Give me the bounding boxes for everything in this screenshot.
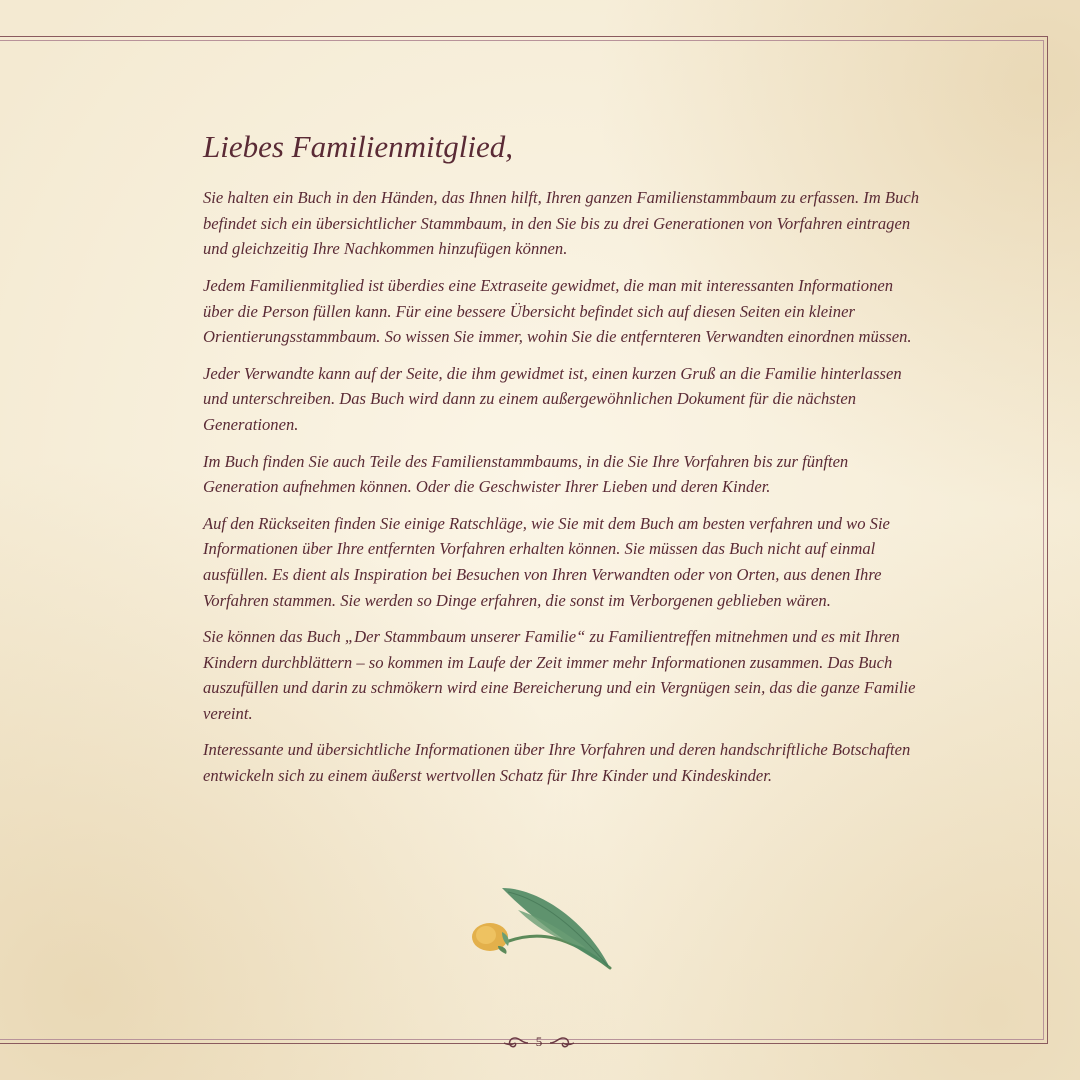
page-number: 5 [535,1034,543,1049]
swirl-ornament-icon [502,1036,530,1050]
footer-rule-right [578,1043,1048,1044]
flower-bud-icon [468,880,618,975]
letter-body [203,128,923,800]
letter-paragraph: Im Buch finden Sie auch Teile des Familienstammbaums, in die Sie Ihre Vorfahren bis zur fünften Generation aufnehmen können. Oder die Geschwister Ihrer Lieben und deren Kinder. [203,451,849,497]
footer-rule-left [0,1043,498,1044]
letter-paragraph: Sie können das Buch „Der Stammbaum unserer Familie“ zu Familientreffen mitnehmen und es mit Ihren Kindern durchblättern – so kommen im Laufe der Zeit immer mehr Informationen zusammen. Das Buch auszufüllen und darin zu schmökern wird eine Bereicherung und ein Vergnügen sein, das die ganze Familie vereint. [203,627,916,723]
letter-paragraph: Jeder Verwandte kann auf der Seite, die ihm gewidmet ist, einen kurzen Gruß an die Familie hinterlassen und unterschreiben. Das Buch wird dann zu einem außergewöhnlichen Dokument für die nächsten Generationen. [203,363,902,434]
letter-paragraph: Jedem Familienmitglied ist überdies eine Extraseite gewidmet, die man mit interessanten Informationen über die Person füllen kann. Für eine bessere Übersicht befindet sich auf diesen Seiten ein kleiner Orientierungsstammbaum. So wissen Sie immer, wohin Sie die entfernteren Verwandten einordnen müssen. [203,275,912,347]
letter-paragraph: Sie halten ein Buch in den Händen, das Ihnen hilft, Ihren ganzen Familienstammbaum zu erfassen. Im Buch befindet sich ein übersichtlicher Stammbaum, in den Sie bis zu drei Generationen von Vorfahren eintragen und gleichzeitig Ihre Nachkommen hinzufügen können. [203,188,920,259]
page-number-footer [0,1032,1048,1056]
letter-paragraph: Interessante und übersichtliche Informationen über Ihre Vorfahren und deren handschriftliche Botschaften entwickeln sich zu einem äußerst wertvollen Schatz für Ihre Kinder und Kindeskinder. [203,740,911,786]
letter-paragraph: Auf den Rückseiten finden Sie einige Ratschläge, wie Sie mit dem Buch am besten verfahren und wo Sie Informationen über Ihre entfernten Vorfahren erhalten können. Sie müssen das Buch nicht auf einmal ausfüllen. Es dient als Inspiration bei Besuchen von Ihren Verwandten oder von Orten, aus denen Ihre Vorfahren stammen. Sie werden so Dinge erfahren, die sonst im Verborgenen geblieben wären. [203,513,890,610]
letter-greeting: Liebes Familienmitglied, [203,129,513,164]
swirl-ornament-icon [548,1036,576,1050]
